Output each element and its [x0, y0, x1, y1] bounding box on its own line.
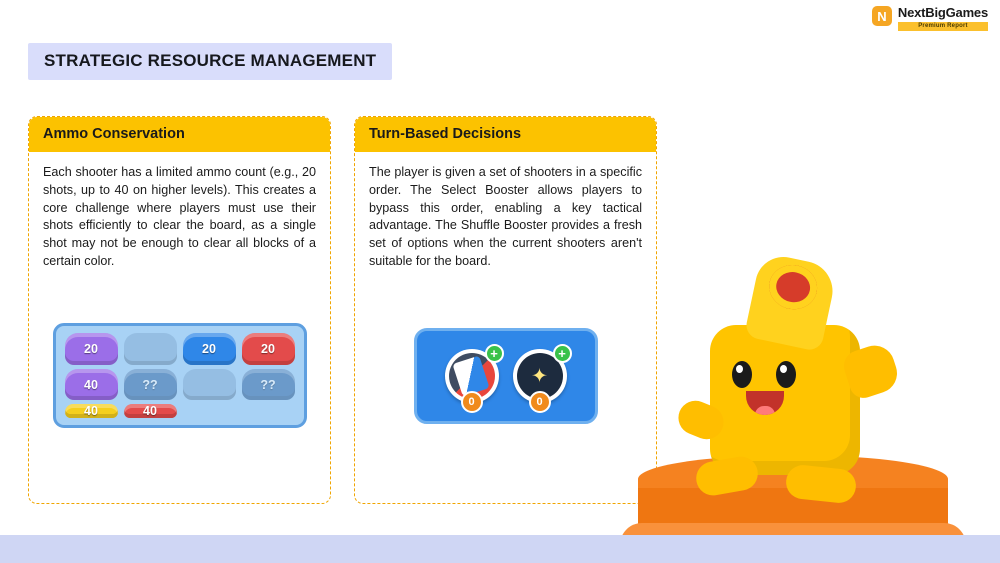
mascot-leg-right [784, 463, 857, 504]
board-cell [124, 404, 177, 418]
card-body-text: The player is given a set of shooters in a specific order. The Select Booster allows players to bypass this order, enabling a key tactical advantage. The Shuffle Booster provides a fresh set of options when the current shooters aren't suitable for the board. [369, 165, 642, 268]
cannon-barrel [744, 252, 838, 352]
mascot-leg-left [694, 454, 761, 498]
block-red-40: 40 [124, 404, 177, 418]
mascot-arm-left [673, 396, 728, 445]
block-blue-20: 20 [183, 333, 236, 365]
card-body-text: Each shooter has a limited ammo count (e.g., 20 shots, up to 40 on higher levels). This creates a core challenge where players must use their shots efficiently to clear the board, as a single shot may not be enough to clear all blocks of a certain color. [43, 165, 316, 268]
block-hidden: ?? [242, 369, 295, 401]
card-figure [29, 271, 330, 503]
cannon-mascot-illustration [600, 118, 1000, 563]
cannon-muzzle [765, 261, 821, 314]
board-cell [242, 369, 295, 401]
podium-top [638, 455, 948, 515]
mascot-arm-right [840, 340, 902, 401]
select-booster-count: 0 [461, 391, 483, 413]
booster-panel [414, 328, 598, 424]
brand-name: NextBigGames [897, 5, 988, 20]
page-title-text: STRATEGIC RESOURCE MANAGEMENT [44, 51, 377, 70]
footer-bar [0, 535, 1000, 563]
shuffle-booster-count: 0 [529, 391, 551, 413]
mascot-mouth [746, 391, 784, 415]
brand-subtitle: Premium Report [898, 22, 988, 31]
board-cell [65, 333, 118, 365]
mascot-eye-left [732, 361, 752, 388]
card-title: Ammo Conservation [43, 126, 185, 142]
add-icon[interactable]: + [485, 344, 504, 363]
shuffle-booster-icon[interactable] [513, 345, 567, 408]
select-booster-icon[interactable] [445, 345, 499, 408]
brand-mark-icon: N [872, 6, 892, 26]
page-title [28, 43, 392, 80]
board-grid [65, 333, 295, 418]
board-cell [183, 369, 236, 401]
card-turn-based-decisions [354, 116, 657, 504]
board-cell [183, 333, 236, 365]
block-purple-20: 20 [65, 333, 118, 365]
mascot-body [710, 325, 860, 475]
card-title: Turn-Based Decisions [369, 126, 522, 142]
block-empty [124, 333, 177, 365]
card-list [28, 116, 657, 504]
brand-logo [872, 6, 988, 31]
block-purple-40: 40 [65, 369, 118, 401]
board-cell [65, 404, 118, 418]
board-cell [65, 369, 118, 401]
add-icon[interactable]: + [553, 344, 572, 363]
card-figure [355, 271, 656, 503]
card-header [355, 117, 656, 152]
brand-text [898, 6, 988, 31]
block-hidden: ?? [124, 369, 177, 401]
card-header [29, 117, 330, 152]
game-board [53, 323, 307, 428]
board-cell [242, 333, 295, 365]
board-cell [124, 333, 177, 365]
block-yellow-40: 40 [65, 404, 118, 418]
block-empty [183, 369, 236, 401]
block-red-20: 20 [242, 333, 295, 365]
card-ammo-conservation [28, 116, 331, 504]
board-cell [124, 369, 177, 401]
mascot-eye-right [776, 361, 796, 388]
